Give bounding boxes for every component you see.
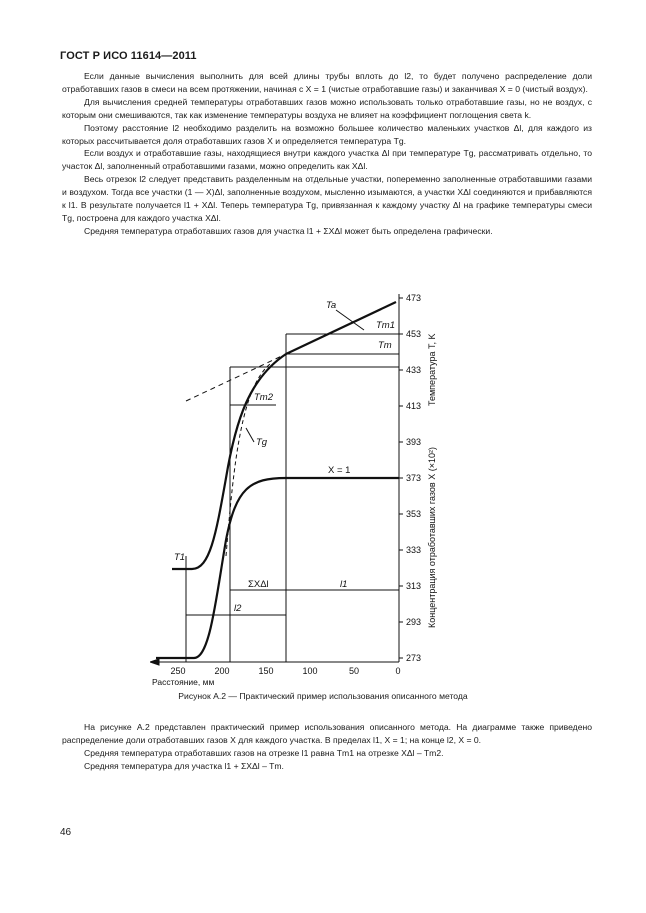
tick-label: 433 — [406, 365, 422, 375]
tick-label: 353 — [406, 509, 422, 519]
label-ta: Ta — [326, 300, 337, 311]
label-tm1: Tm1 — [376, 320, 395, 331]
concentration-axis-label: Концентрация отработавших газов X (×10²) — [427, 447, 437, 628]
paragraph: Средняя температура отработавших газов для участка l1 + ΣXΔl может быть определена графически. — [84, 225, 493, 236]
right-axis-ticks — [406, 293, 421, 663]
tick-label: 473 — [406, 293, 422, 303]
label-x1: X = 1 — [328, 465, 351, 476]
outro-text — [62, 721, 592, 773]
label-tm: Tm — [378, 340, 392, 351]
tick-label: 333 — [406, 545, 422, 555]
label-tm2: Tm2 — [254, 392, 273, 403]
tick-label: 150 — [258, 666, 274, 676]
paragraph: Средняя температура для участка l1 + ΣXΔl – Tm. — [84, 760, 284, 771]
tick-label: 273 — [406, 653, 422, 663]
leader-tg — [246, 428, 254, 442]
paragraph: Если данные вычисления выполнить для всей длины трубы вплоть до l2, то будет получено распределение доли отработавших газов в смеси на всем протяжении, начиная с X = 1 (чистые отработавшие газы) и заканчивая X = 0 (чистый воздух). — [62, 71, 592, 94]
tick-label: 453 — [406, 329, 422, 339]
page-number: 46 — [60, 827, 72, 838]
paragraph: Средняя температура отработавших газов на отрезке l1 равна Tm1 на отрезке XΔl – Tm2. — [84, 747, 444, 758]
paragraph: Для вычисления средней температуры отработавших газов можно использовать только отработавшие газы, но не воздух, с которым они смешиваются, так как изменение температуры воздуха не влияет на коэффициент поглощения света k. — [62, 96, 592, 120]
tick-label: 293 — [406, 617, 422, 627]
label-sum: ΣXΔl — [248, 579, 269, 590]
paragraph: На рисунке А.2 представлен практический пример использования описанного метода. На диаграмме также приведено распределение доли отработавших газов X для каждого участка. В пределах l1, X = 1; на конце l2, X = 0. — [62, 722, 592, 745]
figure-a2 — [150, 288, 470, 693]
curve-labels — [174, 300, 395, 614]
tick-label: 0 — [395, 666, 401, 676]
label-l2: l2 — [234, 603, 242, 614]
label-l1: l1 — [340, 579, 348, 590]
tick-label: 313 — [406, 581, 422, 591]
tick-label: 100 — [302, 666, 318, 676]
distance-axis-ticks — [170, 666, 400, 676]
tick-label: 200 — [214, 666, 230, 676]
tick-label: 50 — [348, 666, 360, 676]
curve-t1 — [172, 354, 286, 569]
paragraph: Поэтому расстояние l2 необходимо разделить на возможно большее количество маленьких участков Δl, для каждого из которых рассчитывается доля отработавших газов X и определяется температура Tg. — [62, 122, 592, 146]
temperature-axis-label: Температура T, K — [427, 333, 437, 406]
tick-label: 250 — [170, 666, 186, 676]
figure-diagram — [150, 288, 470, 688]
axis-arrow — [150, 659, 159, 665]
tick-label: 373 — [406, 473, 422, 483]
document-header: ГОСТ Р ИСО 11614—2011 — [60, 50, 197, 62]
label-t1: T1 — [174, 552, 186, 563]
distance-axis-label: Расстояние, мм — [152, 677, 215, 687]
tick-label: 413 — [406, 401, 422, 411]
label-tg: Tg — [256, 437, 268, 448]
intro-text — [62, 70, 592, 238]
figure-caption: Рисунок А.2 — Практический пример использования описанного метода — [178, 691, 468, 701]
tick-label: 393 — [406, 437, 422, 447]
paragraph: Весь отрезок l2 следует представить разделенным на отдельные участки, попеременно заполненные отработавшими газами и воздухом. Тогда все участки (1 — X)Δl, заполненные воздухом, мысленно изымаются, а участки XΔl соединяются и прибавляются к l1. В результате получается l1 + XΔl. Теперь температура Tg, привязанная к каждому участку Δl на графике температуры смеси Tg, построена для каждого участка XΔl. — [62, 174, 592, 223]
paragraph: Если воздух и отработавшие газы, находящиеся внутри каждого участка Δl при температуре Tg, рассматривать отдельно, то участок Δl, заполненный отработавшими газами, можно определить как XΔl. — [62, 148, 592, 172]
